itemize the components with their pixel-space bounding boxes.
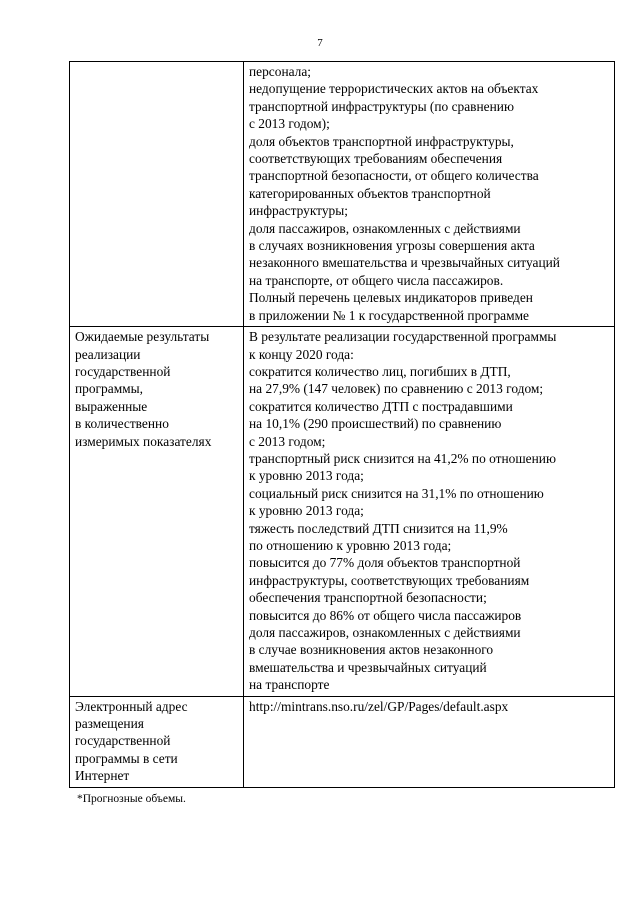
value-line: по отношению к уровню 2013 года; <box>249 537 452 553</box>
value-line: на 27,9% (147 человек) по сравнению с 2013 годом; <box>249 381 544 397</box>
label-line: государственной <box>75 733 171 749</box>
label-line: Электронный адрес <box>75 698 188 714</box>
label-line: Интернет <box>75 768 130 784</box>
value-line: http://mintrans.nso.ru/zel/GP/Pages/default.aspx <box>249 698 509 714</box>
table-row <box>70 62 615 327</box>
value-line: с 2013 годом; <box>249 433 326 449</box>
value-line: на 10,1% (290 происшествий) по сравнению <box>249 416 502 432</box>
value-line: транспортный риск снизится на 41,2% по отношению <box>249 450 556 466</box>
value-line: вмешательства и чрезвычайных ситуаций <box>249 659 487 675</box>
value-line: повысится до 86% от общего числа пассажиров <box>249 607 522 623</box>
value-line: доля пассажиров, ознакомленных с действиями <box>249 220 521 236</box>
value-line: к уровню 2013 года; <box>249 468 364 484</box>
row-value-cell <box>244 696 615 787</box>
row-value-cell <box>244 327 615 697</box>
value-line: с 2013 годом); <box>249 116 330 132</box>
value-line: инфраструктуры; <box>249 203 348 219</box>
value-line: в приложении № 1 к государственной программе <box>249 307 529 323</box>
value-line: транспортной безопасности, от общего количества <box>249 168 539 184</box>
value-line: сократится количество ДТП с пострадавшими <box>249 398 513 414</box>
label-line: выраженные <box>75 398 148 414</box>
value-line: незаконного вмешательства и чрезвычайных ситуаций <box>249 255 560 271</box>
value-line: соответствующих требованиям обеспечения <box>249 151 503 167</box>
value-line: повысится до 77% доля объектов транспортной <box>249 555 521 571</box>
footnote: *Прогнозные объемы. <box>77 793 186 805</box>
label-line: государственной <box>75 363 171 379</box>
label-line: в количественно <box>75 416 169 432</box>
label-line: программы в сети <box>75 750 178 766</box>
table-row <box>70 696 615 787</box>
value-line: инфраструктуры, соответствующих требованиям <box>249 572 530 588</box>
label-line: реализации <box>75 346 141 362</box>
value-line: на транспорте <box>249 677 330 693</box>
label-line: Ожидаемые результаты <box>75 329 210 345</box>
value-line: Полный перечень целевых индикаторов приведен <box>249 290 533 306</box>
program-passport-table <box>69 61 615 788</box>
value-line: в случаях возникновения угрозы совершения акта <box>249 238 535 254</box>
value-line: к уровню 2013 года; <box>249 503 364 519</box>
row-label-cell <box>70 327 244 697</box>
value-line: доля объектов транспортной инфраструктуры, <box>249 133 514 149</box>
label-line: программы, <box>75 381 143 397</box>
value-line: недопущение террористических актов на объектах <box>249 81 539 97</box>
value-line: тяжесть последствий ДТП снизится на 11,9% <box>249 520 508 536</box>
table-row <box>70 327 615 697</box>
value-line: на транспорте, от общего числа пассажиров. <box>249 272 504 288</box>
value-line: транспортной инфраструктуры (по сравнению <box>249 98 514 114</box>
value-line: категорированных объектов транспортной <box>249 185 491 201</box>
value-line: доля пассажиров, ознакомленных с действиями <box>249 625 521 640</box>
passport-table-body <box>70 62 615 788</box>
value-line: к концу 2020 года: <box>249 346 354 362</box>
label-line: измеримых показателях <box>75 433 212 449</box>
value-line: социальный риск снизится на 31,1% по отношению <box>249 485 544 501</box>
value-line: обеспечения транспортной безопасности; <box>249 590 487 606</box>
row-label-cell <box>70 62 244 327</box>
value-line: сократится количество лиц, погибших в ДТП, <box>249 363 511 379</box>
page-number: 7 <box>317 37 323 49</box>
value-line: В результате реализации государственной программы <box>249 329 557 345</box>
row-value-cell <box>244 62 615 327</box>
value-line: персонала; <box>249 64 312 79</box>
value-line: в случае возникновения актов незаконного <box>249 642 494 658</box>
row-label-cell <box>70 696 244 787</box>
label-line: размещения <box>75 716 144 732</box>
